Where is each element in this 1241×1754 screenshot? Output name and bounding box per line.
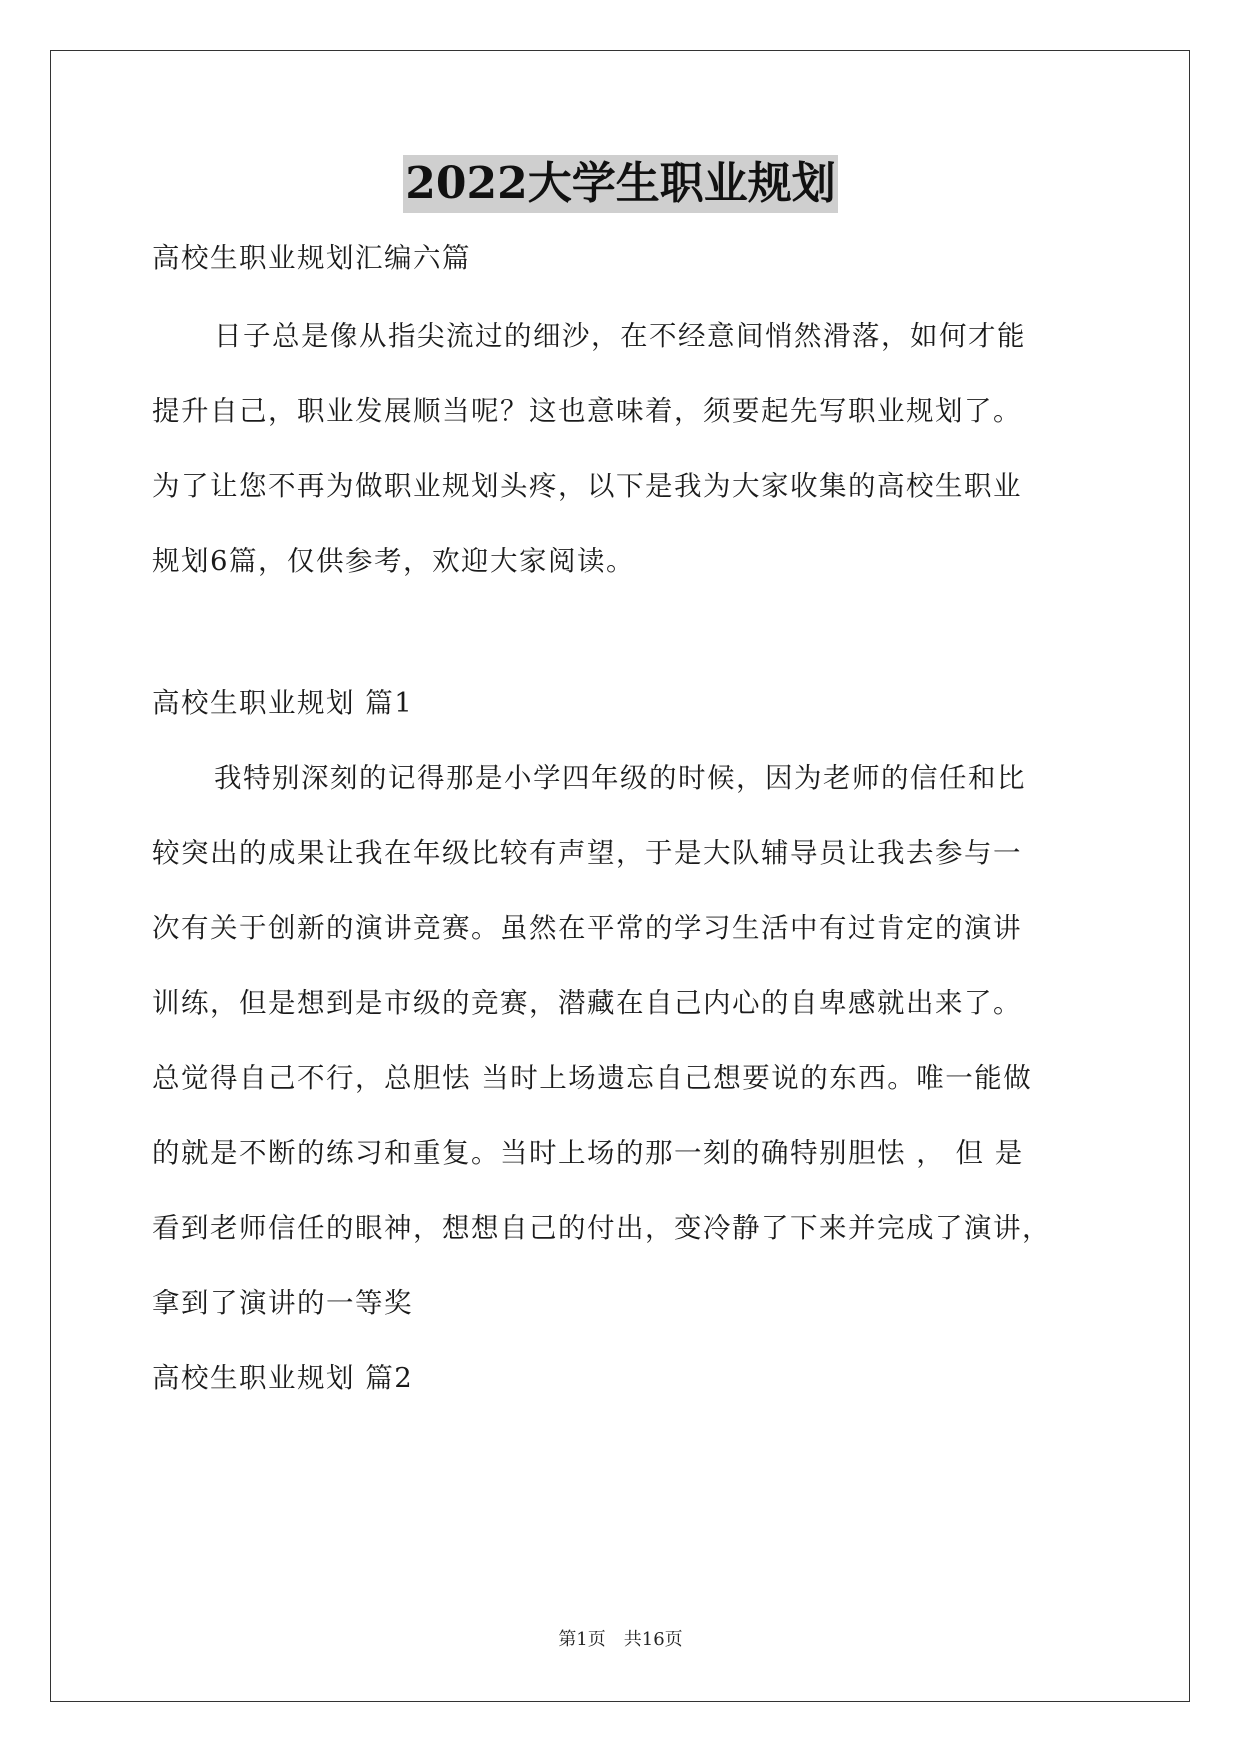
intro-line-1: 日子总是像从指尖流过的细沙，在不经意间悄然滑落，如何才能 — [214, 320, 1026, 352]
page-number: 第1页 共16页 — [558, 1629, 683, 1650]
section-1-line-5: 总觉得自己不行，总胆怯 当时上场遗忘自己想要说的东西。唯一能做 — [152, 1062, 1033, 1094]
section-1-line-3: 次有关于创新的演讲竞赛。虽然在平常的学习生活中有过肯定的演讲 — [152, 912, 1022, 944]
section-1-line-2: 较突出的成果让我在年级比较有声望，于是大队辅导员让我去参与一 — [152, 837, 1022, 869]
section-1-heading: 高校生职业规划 篇1 — [152, 687, 414, 719]
section-1-line-4: 训练，但是想到是市级的竞赛，潜藏在自己内心的自卑感就出来了。 — [152, 987, 1022, 1019]
title-container — [0, 155, 1241, 213]
section-1-line-8: 拿到了演讲的一等奖 — [152, 1287, 413, 1319]
section-1-line-6: 的就是不断的练习和重复。当时上场的那一刻的确特别胆怯 ， 但 是 — [152, 1137, 1024, 1169]
intro-line-4: 规划6篇，仅供参考，欢迎大家阅读。 — [152, 545, 635, 577]
section-1-line-1: 我特别深刻的记得那是小学四年级的时候，因为老师的信任和比 — [214, 762, 1026, 794]
document-title: 2022大学生职业规划 — [403, 155, 837, 213]
intro-line-3: 为了让您不再为做职业规划头疼，以下是我为大家收集的高校生职业 — [152, 470, 1022, 502]
intro-line-2: 提升自己，职业发展顺当呢？这也意味着，须要起先写职业规划了。 — [152, 395, 1022, 427]
section-1-line-7: 看到老师信任的眼神，想想自己的付出，变冷静了下来并完成了演讲， — [152, 1212, 1051, 1244]
page-border — [50, 50, 1190, 1702]
section-2-heading: 高校生职业规划 篇2 — [152, 1362, 414, 1394]
document-subtitle: 高校生职业规划汇编六篇 — [152, 242, 471, 274]
